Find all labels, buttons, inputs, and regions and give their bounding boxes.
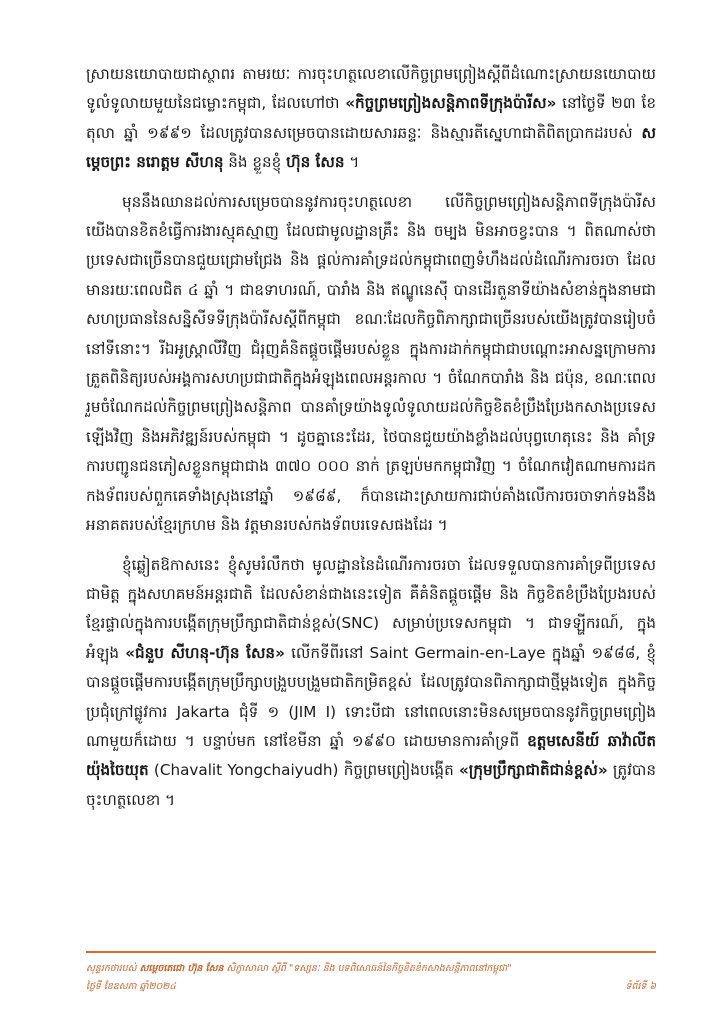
- bold-title: «ក្រុមប្រឹក្សាជាតិជាន់ខ្ពស់»: [458, 761, 608, 780]
- text: និង ខ្លួនខ្ញុំ: [223, 153, 287, 172]
- speaker-name: សម្តេចតេជោ ហ៊ុន សែន: [139, 963, 224, 974]
- text: មុននឹងឈានដល់ការសម្រេចបាននូវការចុះហត្ថលេខា លើកិច្ចព្រមព្រៀងសន្តិភាពទីក្រុងប៉ារីស យើងបានខិតខំធ្វើការងារស្មុគស្មាញ ដែលជាមូលដ្ឋានគ្រឹះ និង ចម្បង មិនអាចខ្វះបាន ។ ពិតណាស់ថា ប្រទេសជាច្រើនបានជួយជ្រោមជ្រែង និង ផ្តល់ការគាំទ្រដល់កម្ពុជាពេញទំហឹងដល់ដំណើរការចរចា ដែលមានរយៈពេលជិត ៤ ឆ្នាំ ។ ជាឧទាហរណ៍, បារាំង និង ឥណ្ឌូនេស៊ី បានដើរតួនាទីយ៉ាងសំខាន់ក្នុងនាមជា សហប្រធាននៃសន្និសីទទីក្រុងប៉ារីសស្តីពីកម្ពុជា ខណៈដែលកិច្ចពិភាក្សាជាច្រើនរបស់យើងត្រូវបានរៀបចំនៅទីនោះ។ រីឯអូស្ត្រាលីវិញ ជំរុញគំនិតផ្តួចផ្តើមរបស់ខ្លួន ក្នុងការដាក់កម្ពុជាជាបណ្តោះអាសន្នក្រោមការត្រួតពិនិត្យរបស់អង្គការសហប្រជាជាតិក្នុងអំឡុងពេលអន្តរកាល ។ ចំណែកបារាំង និង ជប៉ុន, ខណៈពេលរួមចំណែកដល់កិច្ចព្រមព្រៀងសន្តិភាព បានគាំទ្រយ៉ាងទូលំទូលាយដល់កិច្ចខិតខំប្រឹងប្រែងកសាងប្រទេសឡើងវិញ និងអភិវឌ្ឍន៍របស់កម្ពុជា ។ ដូចគ្នានេះដែរ, ថៃបានជួយយ៉ាងខ្លាំងដល់បុព្វហេតុនេះ និង គាំទ្រការបញ្ជូនជនភៀសខ្លួនកម្ពុជាជាង ៣៧០ ០០០ នាក់ ត្រឡប់មកកម្ពុជាវិញ ។ ចំណែកវៀតណាមការដកកងទ័ពរបស់ពួកគេទាំងស្រុងនៅឆ្នាំ ១៩៨៩, ក៏បានដោះស្រាយការជាប់គាំងលើការចរចាទាក់ទងនឹងអនាគតរបស់ខ្មែរក្រហម និង វត្តមានរបស់កងទ័ពបរទេសផងដែរ ។: [86, 192, 656, 535]
- page-footer: [86, 960, 656, 996]
- bold-name: ឧត្តមសេនីយ៍ ឆាវ៉ាលីត យ៉ុងចៃយុត: [86, 731, 656, 780]
- text: ខ្ញុំឆ្លៀតឱកាសនេះ ខ្ញុំសូមរំលឹកថា មូលដ្ឋាននៃដំណើរការចរចា ដែលទទួលបានការគាំទ្រពីប្រទេសជាមិត្ត ក្នុងសហគមន៍អន្តរជាតិ ដែលសំខាន់ជាងនេះទៀត គឺគំនិតផ្តួចផ្តើម និង កិច្ចខិតខំប្រឹងប្រែងរបស់ខ្មែរផ្ទាល់ក្នុងការបង្កើតក្រុមប្រឹក្សាជាតិជាន់ខ្ពស់(SNC) សម្រាប់ប្រទេសកម្ពុជា ។ ជាទឡ្ហីករណ៍, ក្នុងអំឡុង: [86, 555, 656, 662]
- bold-name: សម្តេចព្រះ នរោត្តម សីហនុ: [86, 123, 656, 172]
- text: សុន្ទរកថារបស់: [86, 963, 140, 974]
- footer-divider: [86, 951, 656, 953]
- bold-title: «កិច្ចព្រមព្រៀងសន្តិភាពទីក្រុងប៉ារីស»: [345, 94, 557, 113]
- text: ស្រាយនយោបាយជាស្ថាពរ តាមរយៈ ការចុះហត្ថលេខាលើកិច្ចព្រមព្រៀងស្តីពីដំណោះស្រាយនយោបាយទូលំទូលាយមួយនៃជម្លោះកម្ពុជា, ដែលហៅថា: [86, 65, 656, 113]
- paragraph-3: [86, 551, 656, 816]
- footer-date: ថ្ងៃទី ខែឧសភា ឆ្នាំ២០២៤: [86, 981, 176, 992]
- body-text: [86, 60, 656, 825]
- footer-speech-title: [86, 960, 656, 978]
- bold-title: «ជំនួប សីហនុ-ហ៊ុន សែន»: [125, 643, 285, 662]
- bold-name: ហ៊ុន សែន: [286, 153, 345, 172]
- text: សិក្ខាសាលា ស្តីពី "ទស្សនៈ និង បទពិសោធន៍នៃកិច្ចខិតខំកសាងសន្តិភាពនៅកម្ពុជា": [223, 963, 512, 974]
- text: ត្រូវបានចុះហត្ថលេខា ។: [86, 761, 657, 809]
- paragraph-1: [86, 60, 656, 178]
- text: លើកទីពីរនៅ Saint Germain-en-Laye ក្នុងឆ្នាំ ១៩៨៨, ខ្ញុំបានផ្តួចផ្តើមការបង្កើតក្រុមប្រឹក្សាបង្រួបបង្រួមជាតិកម្រិតខ្ពស់ ដែលត្រូវបានពិភាក្សាជាថ្មីម្តងទៀត ក្នុងកិច្ចប្រជុំក្រៅផ្លូវការ Jakarta ជុំទី ១ (JIM I) ទោះបីជា នៅពេលនោះមិនសម្រេចបាននូវកិច្ចព្រមព្រៀងណាមួយក៏ដោយ ។ បន្ទាប់មក នៅខែមីនា ឆ្នាំ ១៩៩០ ដោយមានការគាំទ្រពី: [86, 643, 657, 750]
- page-number: ទំព័រទី ៦: [625, 981, 656, 992]
- paragraph-2: [86, 188, 656, 541]
- text: នៅថ្ងៃទី ២៣ ខែ តុលា ឆ្នាំ ១៩៩១ ដែលត្រូវបានសម្រេចបានដោយសារឆន្ទៈ និងស្មារតីស្នេហាជាតិពិតប្រាកដរបស់: [86, 94, 656, 142]
- text: (Chavalit Yongchaiyudh) កិច្ចព្រមព្រៀងបង្កើត: [148, 761, 459, 780]
- footer-row: [86, 978, 656, 996]
- text: ។: [344, 153, 360, 172]
